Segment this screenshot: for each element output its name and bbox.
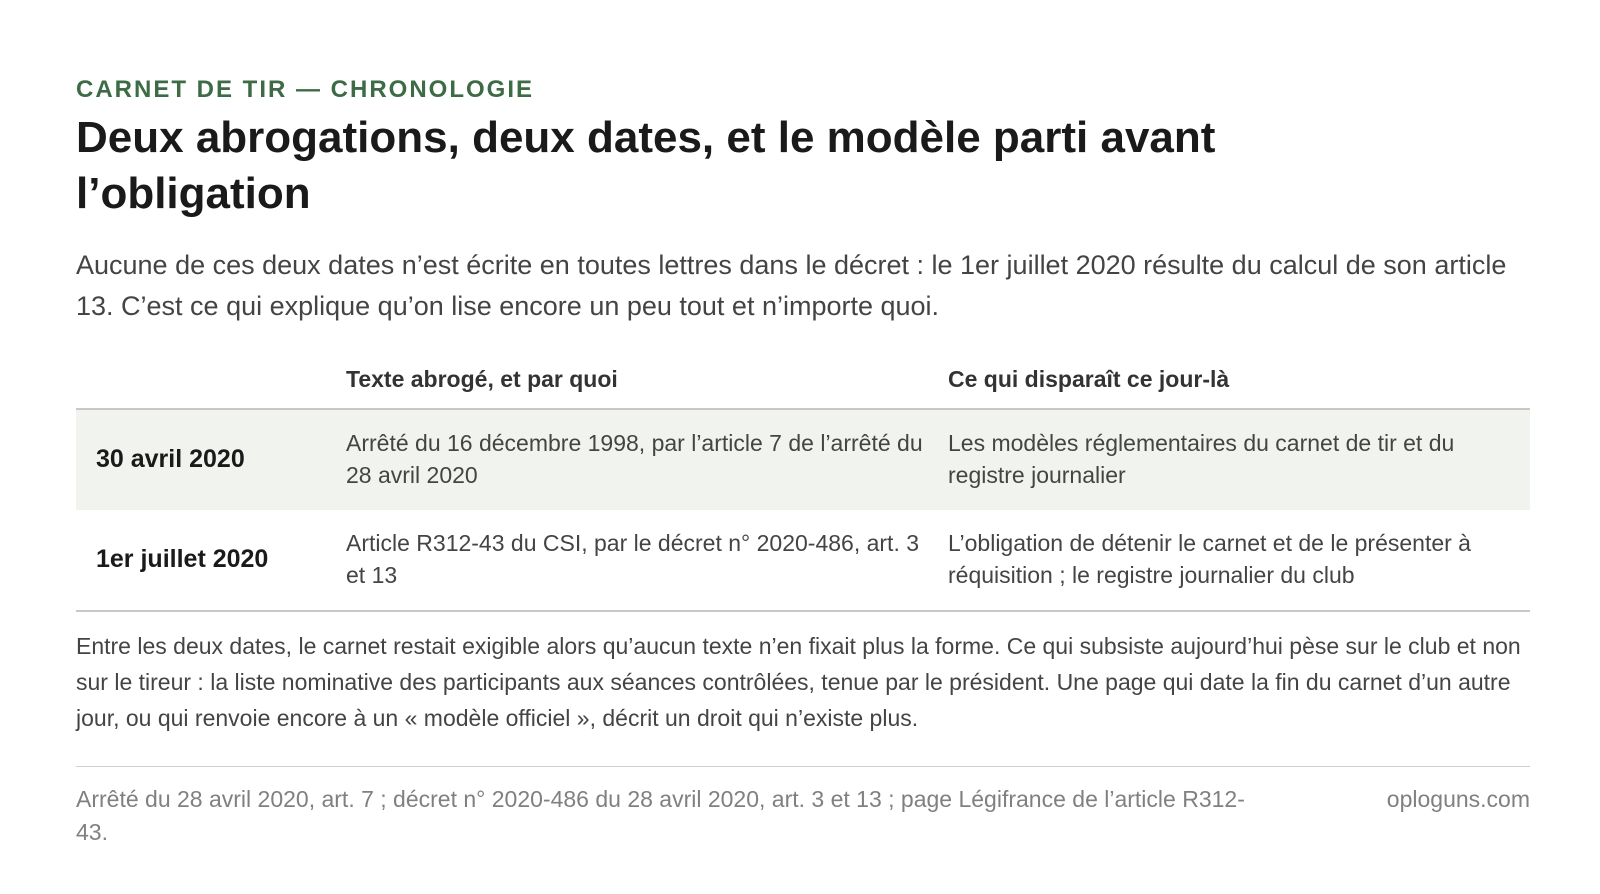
row-date: 1er juillet 2020 (76, 510, 346, 611)
section-eyebrow: CARNET DE TIR — CHRONOLOGIE (76, 76, 535, 103)
table-row (76, 409, 1530, 510)
table-header-row (76, 350, 1530, 409)
table-row (76, 510, 1530, 611)
row-effect: Les modèles réglementaires du carnet de tir et du registre journalier (948, 409, 1530, 510)
row-text: Arrêté du 16 décembre 1998, par l’article 7 de l’arrêté du 28 avril 2020 (346, 409, 948, 510)
footer-divider (76, 766, 1530, 767)
header-text-abroge: Texte abrogé, et par quoi (346, 350, 948, 409)
body-paragraph: Entre les deux dates, le carnet restait exigible alors qu’aucun texte n’en fixait plus la forme. Ce qui subsiste aujourd’hui pèse sur le club et non sur le tireur : la liste nominative des participants aux séances contrôlées, tenue par le président. Une page qui date la fin du carnet d’un autre jour, ou qui renvoie encore à un « modèle officiel », décrit un droit qui n’existe plus. (76, 633, 1521, 731)
site-credit: oploguns.com (1386, 786, 1530, 812)
row-text: Article R312-43 du CSI, par le décret n° 2020-486, art. 3 et 13 (346, 510, 948, 611)
page-title: Deux abrogations, deux dates, et le modèle parti avant l’obligation (76, 113, 1216, 218)
chronology-table (76, 350, 1530, 612)
row-date: 30 avril 2020 (76, 409, 346, 510)
row-effect: L’obligation de détenir le carnet et de le présenter à réquisition ; le registre journalier du club (948, 510, 1530, 611)
sources-note: Arrêté du 28 avril 2020, art. 7 ; décret n° 2020-486 du 28 avril 2020, art. 3 et 13 ; page Légifrance de l’article R312-43. (76, 786, 1245, 845)
header-disparait: Ce qui disparaît ce jour-là (948, 350, 1530, 409)
lede-paragraph: Aucune de ces deux dates n’est écrite en toutes lettres dans le décret : le 1er juillet 2020 résulte du calcul de son article 13. C’est ce qui explique qu’on lise encore un peu tout et n’importe quoi. (76, 250, 1507, 321)
header-date (76, 350, 346, 409)
